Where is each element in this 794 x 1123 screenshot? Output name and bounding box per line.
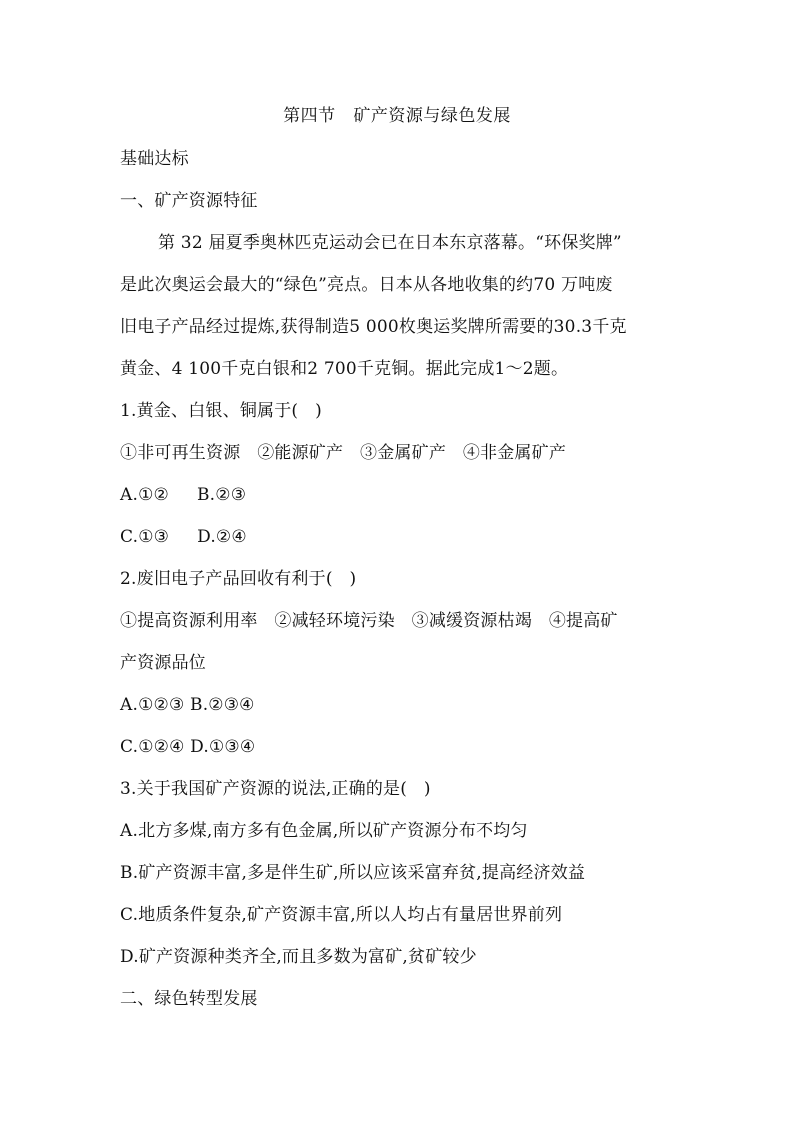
question-3-stem: 3.关于我国矿产资源的说法,正确的是( )	[120, 779, 431, 799]
question-1-items: ①非可再生资源 ②能源矿产 ③金属矿产 ④非金属矿产	[120, 443, 567, 463]
passage-line-1: 第 32 届夏季奥林匹克运动会已在日本东京落幕。“环保奖牌”	[158, 233, 622, 253]
question-1-options-row-1: A.①② B.②③	[120, 485, 247, 505]
passage-line-4: 黄金、4 100千克白银和2 700千克铜。据此完成1～2题。	[120, 359, 569, 379]
question-2-items-line-2: 产资源品位	[120, 653, 206, 673]
question-2-options-row-1: A.①②③ B.②③④	[120, 695, 255, 715]
question-2-options-row-2: C.①②④ D.①③④	[120, 737, 256, 757]
passage-line-2: 是此次奥运会最大的“绿色”亮点。日本从各地收集的约70 万吨废	[120, 275, 613, 295]
question-2-stem: 2.废旧电子产品回收有利于( )	[120, 569, 357, 589]
page-title: 第四节 矿产资源与绿色发展	[283, 106, 511, 126]
question-3-option-b: B.矿产资源丰富,多是伴生矿,所以应该采富弃贫,提高经济效益	[120, 863, 586, 883]
question-3-option-a: A.北方多煤,南方多有色金属,所以矿产资源分布不均匀	[120, 821, 528, 841]
passage-line-3: 旧电子产品经过提炼,获得制造5 000枚奥运奖牌所需要的30.3千克	[120, 317, 627, 337]
question-1-options-row-2: C.①③ D.②④	[120, 527, 247, 547]
section-heading-2: 二、绿色转型发展	[120, 989, 258, 1009]
question-3-option-c: C.地质条件复杂,矿产资源丰富,所以人均占有量居世界前列	[120, 905, 563, 925]
section-label: 基础达标	[120, 149, 189, 169]
question-2-items-line-1: ①提高资源利用率 ②减轻环境污染 ③减缓资源枯竭 ④提高矿	[120, 611, 618, 631]
question-1-stem: 1.黄金、白银、铜属于( )	[120, 401, 322, 421]
question-3-option-d: D.矿产资源种类齐全,而且多数为富矿,贫矿较少	[120, 947, 477, 967]
section-heading-1: 一、矿产资源特征	[120, 191, 258, 211]
